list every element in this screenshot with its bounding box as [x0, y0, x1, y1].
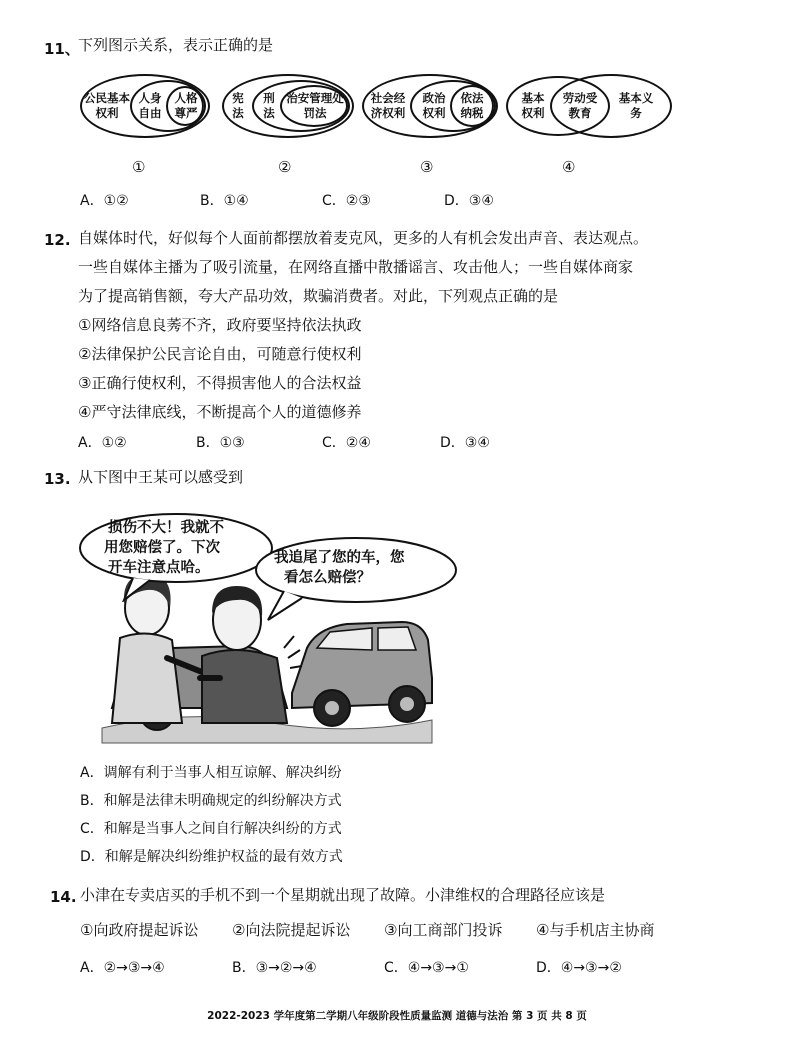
q11-option-d: D．③④: [444, 193, 494, 209]
q14-option-b: B．③→②→④: [232, 960, 317, 976]
bubble-left-line-2: 用您赔偿了。下次: [104, 540, 220, 556]
diagram-1-inner-label: 人格尊严: [174, 91, 198, 120]
question-12-line-1: 自媒体时代，好似每个人面前都摆放着麦克风，更多的人有机会发出声音、表达观点。: [78, 229, 649, 247]
diagram-3-outer-label: 社会经济权利: [370, 91, 406, 120]
question-12-number: 12.: [44, 231, 71, 249]
q14-option-d: D．④→③→②: [536, 960, 622, 976]
question-14-item-1: ①向政府提起诉讼: [80, 921, 199, 939]
diagram-1-outer-label: 公民基本权利: [84, 91, 130, 120]
diagram-2-middle-label: 刑法: [263, 91, 275, 120]
q11-option-b: B．①④: [200, 193, 249, 209]
question-12-item-4: ④严守法律底线，不断提高个人的道德修养: [78, 403, 362, 421]
diagram-1: [80, 74, 210, 176]
q13-option-c: C．和解是当事人之间自行解决纠纷的方式: [80, 821, 342, 837]
q14-option-c: C．④→③→①: [384, 960, 469, 976]
bubble-left-line-1: 损伤不大！我就不: [108, 520, 224, 536]
q13-option-d: D．和解是解决纠纷维护权益的最有效方式: [80, 849, 343, 865]
q12-option-b: B．①③: [196, 435, 245, 451]
diagram-4-overlap-label: 劳动受教育: [562, 91, 598, 120]
q12-option-c: C．②④: [322, 435, 371, 451]
question-11-stem: 下列图示关系，表示正确的是: [78, 36, 274, 54]
diagram-2: [222, 74, 354, 176]
question-14-number: 14.: [50, 888, 77, 906]
diagram-4-number: ④: [562, 158, 576, 176]
diagram-2-number: ②: [278, 158, 292, 176]
question-14-item-4: ④与手机店主协商: [536, 921, 655, 939]
q12-option-d: D．③④: [440, 435, 490, 451]
page-footer: 2022-2023 学年度第二学期八年级阶段性质量监测 道德与法治 第 3 页 共 8 页: [207, 1010, 587, 1022]
bubble-right-line-1: 我追尾了您的车，您: [274, 550, 405, 566]
diagram-1-number: ①: [132, 158, 146, 176]
q11-option-a: A．①②: [80, 193, 129, 209]
diagram-4-left-label: 基本权利: [521, 91, 545, 120]
question-13-number: 13.: [44, 470, 71, 488]
q11-option-c: C．②③: [322, 193, 371, 209]
diagram-4-right-label: 基本义务: [618, 91, 654, 120]
diagram-3-number: ③: [420, 158, 434, 176]
diagram-4: [506, 74, 676, 176]
question-14-item-2: ②向法院提起诉讼: [232, 921, 351, 939]
diagram-2-outer-label: 宪法: [232, 91, 244, 120]
speech-bubble-left: [78, 512, 278, 586]
q12-option-a: A．①②: [78, 435, 127, 451]
question-12-line-3: 为了提高销售额，夸大产品功效，欺骗消费者。对此，下列观点正确的是: [78, 287, 559, 305]
diagram-1-middle-label: 人身自由: [138, 91, 162, 120]
speech-bubble-right: [254, 536, 460, 606]
diagram-3-middle-label: 政治权利: [422, 91, 446, 120]
question-11-number: 11、: [44, 40, 80, 58]
question-12-line-2: 一些自媒体主播为了吸引流量，在网络直播中散播谣言、攻击他人；一些自媒体商家: [78, 258, 634, 276]
q13-option-b: B．和解是法律未明确规定的纠纷解决方式: [80, 793, 342, 809]
diagram-3-inner-label: 依法纳税: [460, 91, 484, 120]
diagram-3: [362, 74, 498, 176]
q13-option-a: A．调解有利于当事人相互谅解、解决纠纷: [80, 765, 342, 781]
question-14-item-3: ③向工商部门投诉: [384, 921, 503, 939]
question-12-item-1: ①网络信息良莠不齐，政府要坚持依法执政: [78, 316, 362, 334]
bubble-right-line-2: 看怎么赔偿？: [284, 570, 371, 586]
bubble-left-line-3: 开车注意点哈。: [108, 560, 210, 576]
question-13-stem: 从下图中王某可以感受到: [78, 468, 244, 486]
question-12-item-3: ③正确行使权利，不得损害他人的合法权益: [78, 374, 362, 392]
q14-option-a: A．②→③→④: [80, 960, 165, 976]
diagram-2-inner-label: 治安管理处罚法: [286, 91, 344, 120]
question-14-stem: 小津在专卖店买的手机不到一个星期就出现了故障。小津维权的合理路径应该是: [80, 886, 606, 904]
question-12-item-2: ②法律保护公民言论自由，可随意行使权利: [78, 345, 362, 363]
